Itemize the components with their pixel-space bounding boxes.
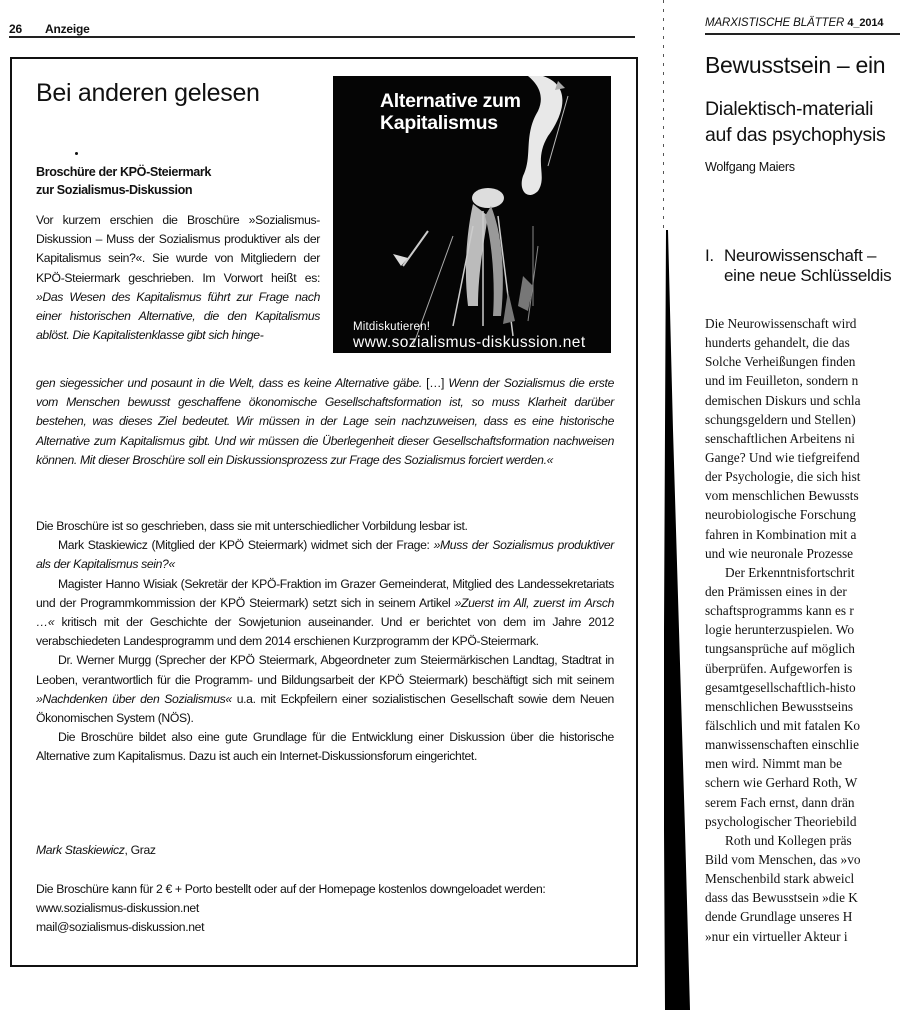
header-rule (9, 36, 635, 38)
article-body-line: schungsgeldern und Stellen) (705, 411, 856, 427)
paragraph-text: Magister Hanno Wisiak (Sekretär der KPÖ-Fraktion im Grazer Gemeinderat, Mitglied des Landessekretariats und der Programmkommission der KPÖ Steiermark) setzt sich in seinem Artikel (36, 576, 614, 610)
page-section-label: Anzeige (45, 22, 90, 36)
article-body-line: serem Fach ernst, dann drän (705, 794, 855, 810)
section-number: I. (705, 246, 714, 265)
article-body-line: neurobiologische Forschung (705, 507, 857, 523)
article-body-line: Bild vom Menschen, das »vo (705, 851, 861, 867)
article-body-line: vom menschlichen Bewussts (705, 488, 859, 504)
section-title-line: Neurowissenschaft – (724, 246, 877, 265)
section-heading (705, 246, 891, 286)
article-body-line: dende Grundlage unseres H (705, 909, 853, 925)
paragraph-title-italic: »Muss der Sozialismus produktiver als der Kapitalismus sein?« (36, 538, 614, 572)
article-body-line: psychologischer Theoriebild (705, 813, 857, 829)
article-subtitle (705, 96, 885, 148)
quote-ellipsis: […] (421, 376, 449, 390)
article-body-line: fälschlich und mit fatalen Ko (705, 717, 861, 733)
article-body-line: hunderts gehandelt, die das (705, 335, 850, 351)
cover-title-line: Kapitalismus (380, 112, 498, 134)
intro-text: Vor kurzem erschien die Broschüre »Sozialismus-Diskussion – Muss der Sozialismus produktiver als der Kapitalismus sein?«. Sie wurde von Mitgliedern der KPÖ-Steiermark geschrieben. Im Vorwort heißt es: (36, 213, 320, 285)
article-body (705, 314, 900, 946)
article-body-line: Solche Verheißungen finden (705, 354, 856, 370)
paragraph-text: u.a. mit Eckpfeilern einer sozialistischen Gesellschaft sowie dem Neuen Ökonomischen System (NÖS). (36, 691, 614, 726)
intro-paragraph (36, 211, 320, 345)
article-body-line: fahren in Kombination mit a (705, 526, 857, 542)
article-subtitle-line: Dialektisch-materiali (705, 98, 874, 120)
paragraph (36, 517, 614, 536)
order-info (36, 880, 614, 938)
quote-text: Wenn der Sozialismus die erste vom Menschen bewusst geschaffene ökonomische Gesellschaftsformation ist, so muss Klarheit darüber bestehen, was dieses Ziel bedeutet. Wir müssen in der Lage sein nachzuweisen, dass es eine historische Alternative zum Kapitalismus gibt. Und wir müssen die Überlegenheit dieser Gesellschaftsformation nachweisen können. Mit dieser Broschüre soll ein Diskussionsprozess zur Frage des Sozialismus forciert werden.« (36, 376, 615, 467)
cover-title-line: Alternative zum (380, 90, 521, 112)
paragraph-text: Mark Staskiewicz (Mitglied der KPÖ Steiermark) widmet sich der Frage: (58, 538, 434, 553)
order-text: Die Broschüre kann für 2 € + Porto bestellt oder auf der Homepage kostenlos downgeloadet werden: (36, 882, 546, 896)
article-body-line: und im Feuilleton, sondern n (705, 373, 859, 389)
article-body-line: gesamtgesellschaftlich-histo (705, 679, 856, 695)
cover-title (380, 90, 521, 134)
article-body-line: und wie neuronale Prozesse (705, 545, 854, 561)
article-body-line: Die Neurowissenschaft wird (705, 316, 857, 331)
paragraph-title-italic: »Zuerst im All, zuerst im Arsch …« (36, 595, 614, 630)
journal-issue: 4_2014 (847, 17, 884, 29)
article-author: Wolfgang Maiers (705, 160, 795, 174)
article-body-line: men wird. Nimmt man be (705, 756, 843, 772)
article-body-line: menschlichen Bewusstseins (705, 698, 854, 714)
article-body-line: den Prämissen eines in der (705, 583, 847, 599)
page-gutter-shadow (661, 230, 691, 1010)
article-body-line: senschaftlichen Arbeitens ni (705, 430, 855, 446)
section-title-line: eine neue Schlüsseldis (724, 266, 892, 285)
signature-place: , Graz (124, 843, 156, 857)
paragraph-text: Die Broschüre ist so geschrieben, dass sie mit unterschiedlicher Vorbildung lesbar ist. (36, 519, 468, 533)
article-body-line: demischen Diskurs und schla (705, 392, 861, 408)
website-link[interactable]: www.sozialismus-diskussion.net (36, 901, 199, 916)
brochure-cover-image (333, 76, 611, 353)
paragraph (36, 651, 614, 728)
article-body-line: schern wie Gerhard Roth, W (705, 775, 858, 791)
article-body-line: logie herunterzuspielen. Wo (705, 622, 854, 638)
article-body-line: Menschenbild stark abweicl (705, 871, 855, 887)
article-body-line: überprüfen. Aufgeworfen is (705, 660, 853, 676)
paragraph (36, 536, 614, 574)
signature-name: Mark Staskiewicz (36, 843, 125, 857)
paragraph-text: Dr. Werner Murgg (Sprecher der KPÖ Steiermark, Abgeordneter zum Steiermärkischen Landtag, Stadtrat in Leoben, verantwortlich für die Programm- und Bildungsarbeit der KPÖ Steiermark) beschäftigt sich mit seinem (36, 653, 614, 687)
article-body-line: dass das Bewusstsein »die K (705, 890, 858, 906)
page-number: 26 (9, 22, 22, 36)
article-body-line: schaftsprogramms kann es r (705, 603, 854, 619)
paragraph-title-italic: »Nachdenken über den Sozialismus« (36, 691, 232, 706)
ad-subtitle (36, 163, 211, 199)
ad-subtitle-line: zur Sozialismus-Diskussion (36, 183, 193, 197)
paragraph-text: Die Broschüre bildet also eine gute Grundlage für die Entwicklung einer Diskussion über die historische Alternative zum Kapitalismus. Dazu ist auch ein Internet-Diskussionsforum eingerichtet. (36, 730, 614, 764)
article-body-line: Roth und Kollegen präs (725, 832, 852, 848)
article-body-line: Gange? Und wie tiefgreifend (705, 449, 860, 465)
article-body-line: Der Erkenntnisfortschrit (725, 564, 855, 580)
article-title: Bewusstsein – ein (705, 52, 886, 78)
article-body-line: der Psychologie, die sich hist (705, 469, 861, 485)
description-paragraphs (36, 517, 614, 767)
paragraph (36, 575, 614, 652)
signature (36, 841, 614, 860)
article-body-line: »nur ein virtueller Akteur i (705, 928, 848, 944)
page-gutter-dots (663, 0, 664, 230)
journal-name: MARXISTISCHE BLÄTTER (705, 17, 845, 29)
quote-continuation (36, 374, 614, 470)
header-rule (705, 33, 900, 35)
quote-text: gen siegessicher und posaunt in die Welt, dass es keine Alternative gäbe. (36, 376, 422, 390)
intro-quote: »Das Wesen des Kapitalismus führt zur Frage nach einer historischen Alternative, die den Kapitalismus ablöst. Die Kapitalistenklasse gibt sich hinge- (36, 289, 320, 343)
paragraph (36, 728, 614, 766)
article-subtitle-line: auf das psychophysis (705, 124, 886, 146)
ad-subtitle-line: Broschüre der KPÖ-Steiermark (36, 165, 211, 179)
article-body-line: manwissenschaften einschlie (705, 737, 859, 753)
bullet-dot (75, 152, 78, 155)
paragraph-text: kritisch mit der Geschichte der Sowjetunion auseinander. Und er berichtet von dem im Jahre 2012 verabschiedeten Landesprogramm und dem 2014 erschienen Kurzprogramm der KPÖ-Steiermark. (36, 615, 614, 649)
ad-title: Bei anderen gelesen (36, 79, 260, 107)
cover-url-link[interactable]: www.sozialismus-diskussion.net (353, 334, 586, 351)
journal-header (705, 17, 883, 29)
cover-cta: Mitdiskutieren! (353, 321, 431, 333)
article-body-line: tungsansprüche auf möglich (705, 641, 855, 657)
email-link[interactable]: mail@sozialismus-diskussion.net (36, 920, 205, 935)
